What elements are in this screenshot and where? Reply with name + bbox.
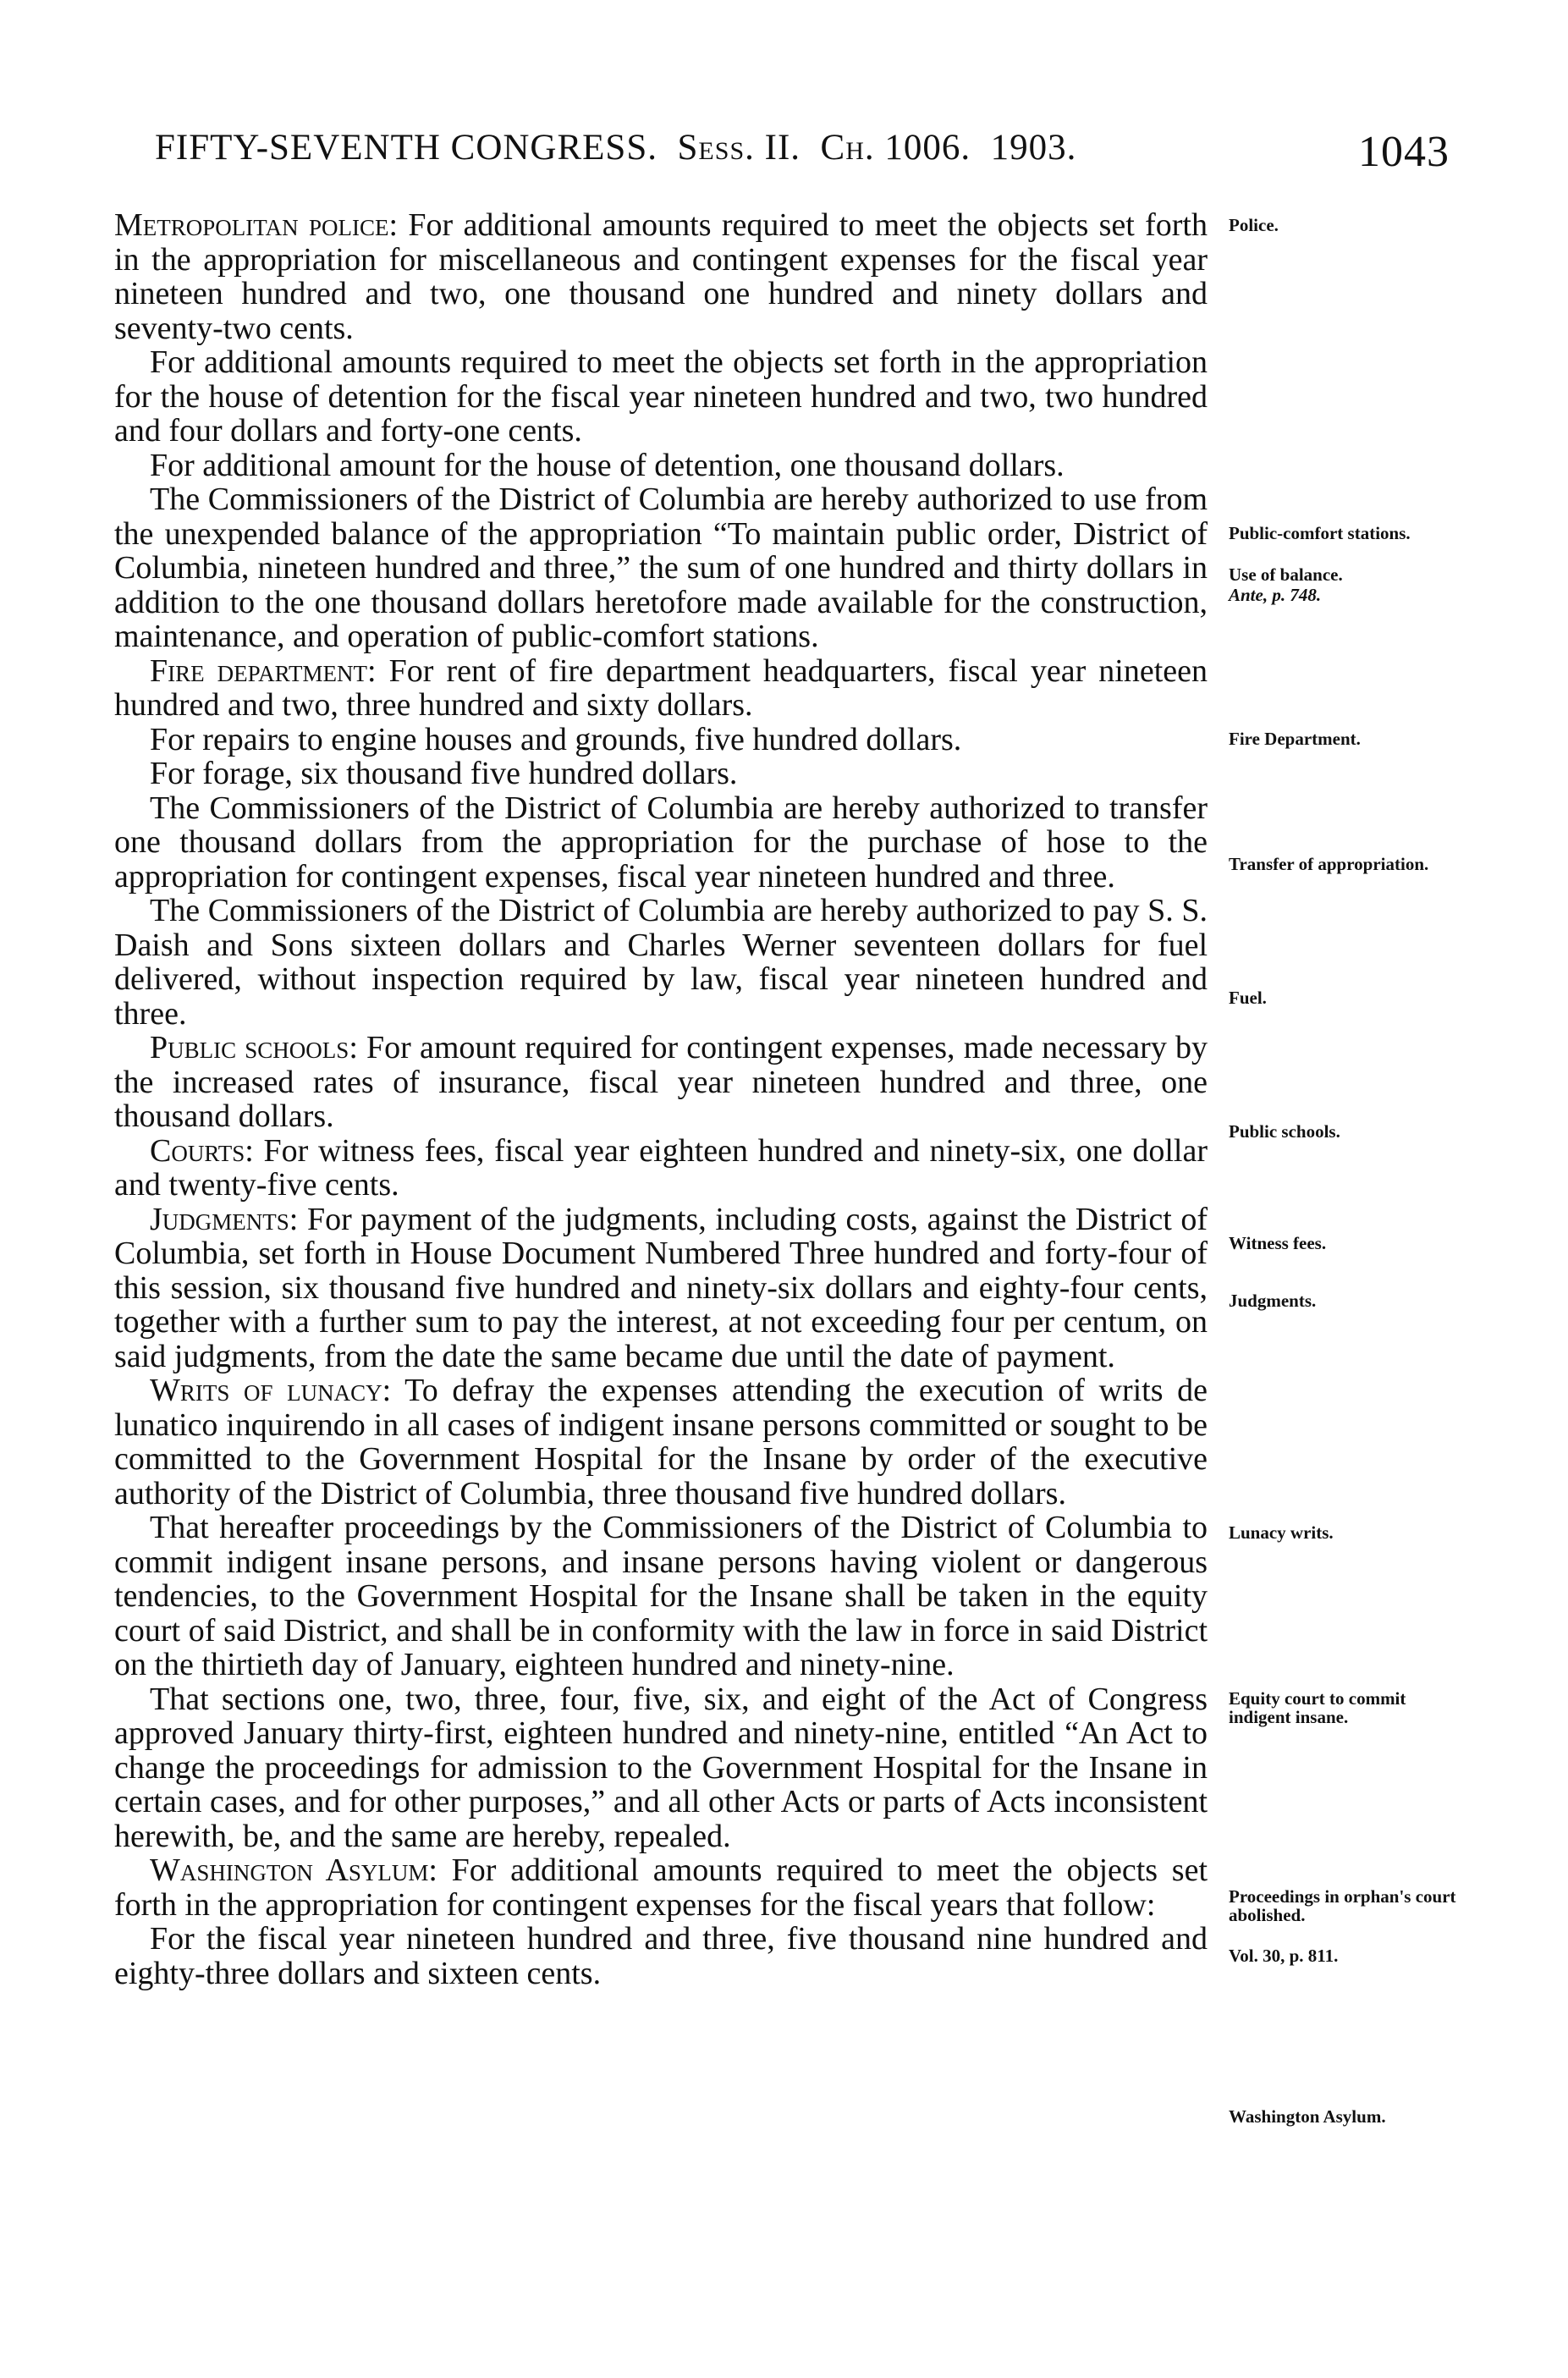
paragraph xyxy=(114,1922,1208,1990)
section-heading: Writs of lunacy: xyxy=(150,1373,392,1408)
paragraph xyxy=(114,654,1208,723)
section-heading: Judgments: xyxy=(150,1201,299,1237)
paragraph-text: That sections one, two, three, four, five, six, and eight of the Act of Congress approved January thirty-first, eighteen hundred and ninety-nine, entitled “An Act to change the proceedings for admission to the Government Hospital for the Insane in certain cases, and for other purposes,” and all other Acts or parts of Acts inconsistent herewith, be, and the same are hereby, repealed. xyxy=(114,1681,1208,1854)
margin-note-public-comfort: Public-comfort stations. xyxy=(1229,523,1411,543)
margin-note-witness-fees: Witness fees. xyxy=(1229,1233,1327,1253)
margin-note-fuel: Fuel. xyxy=(1229,988,1267,1008)
margin-note-judgments: Judgments. xyxy=(1229,1291,1317,1311)
paragraph xyxy=(114,1031,1208,1134)
running-head xyxy=(155,127,1076,168)
paragraph xyxy=(114,208,1208,345)
paragraph-text: For the fiscal year nineteen hundred and three, five thousand nine hundred and eighty-three dollars and sixteen cents. xyxy=(114,1921,1208,1991)
paragraph-text: For repairs to engine houses and grounds, five hundred dollars. xyxy=(150,721,962,757)
margin-note-washington-asylum: Washington Asylum. xyxy=(1229,2106,1386,2127)
paragraph xyxy=(114,482,1208,654)
paragraph-text: To defray the expenses attending the execution of writs de lunatico inquirendo in all cases of indigent insane persons committed or sought to be committed to the Government Hospital for the Insane by order of the executive authority of the District of Columbia, three thousand five hundred dollars. xyxy=(114,1373,1208,1511)
paragraph xyxy=(114,1853,1208,1922)
section-heading: Fire department: xyxy=(150,652,377,689)
body-text xyxy=(114,208,1208,1990)
margin-note-orphans-court: Proceedings in orphan's court abolished. xyxy=(1229,1886,1456,1925)
paragraph-text: For payment of the judgments, including costs, against the District of Columbia, set forth in House Document Numbered Three hundred and forty-four of this session, six thousand five hundred and ninety-six dollars and eighty-four cents, together with a further sum to pay the interest, at not exceeding four per centum, on said judgments, from the date the same became due until the date of payment. xyxy=(114,1201,1208,1374)
paragraph xyxy=(114,723,1208,757)
paragraph xyxy=(114,449,1208,483)
year-label: 1903. xyxy=(990,128,1077,168)
page-number: 1043 xyxy=(1358,128,1450,176)
paragraph-text: For forage, six thousand five hundred dollars. xyxy=(150,756,738,791)
paragraph-text: The Commissioners of the District of Columbia are hereby authorized to transfer one thousand dollars from the appropriation for the purchase of hose to the appropriation for contingent expenses, fiscal year nineteen hundred and three. xyxy=(114,790,1208,895)
paragraph-text: The Commissioners of the District of Columbia are hereby authorized to use from the unexpended balance of the appropriation “To maintain public order, District of Columbia, nineteen hundred and three,” the sum of one hundred and thirty dollars in addition to the one thousand dollars heretofore made available for the construction, maintenance, and operation of public-comfort stations. xyxy=(114,482,1208,654)
margin-note-lunacy-writs: Lunacy writs. xyxy=(1229,1522,1334,1543)
margin-note-public-schools: Public schools. xyxy=(1229,1121,1340,1142)
session-label: Sess. II. xyxy=(677,128,801,168)
paragraph-text: For additional amounts required to meet the objects set forth in the appropriation for the house of detention for the fiscal year nineteen hundred and two, two hundred and four dollars and forty-one cents. xyxy=(114,344,1208,449)
margin-note-vol-30: Vol. 30, p. 811. xyxy=(1229,1946,1339,1966)
paragraph-text: That hereafter proceedings by the Commissioners of the District of Columbia to commit indigent insane persons, and insane persons having violent or dangerous tendencies, to the Government Hospital for the Insane shall be taken in the equity court of said District, and shall be in conformity with the law in force in said District on the thirtieth day of January, eighteen hundred and ninety-nine. xyxy=(114,1510,1208,1682)
margin-note-transfer: Transfer of appropriation. xyxy=(1229,854,1429,874)
margin-note-ante: Ante, p. 748. xyxy=(1229,585,1322,605)
paragraph xyxy=(114,1203,1208,1374)
paragraph-text: The Commissioners of the District of Columbia are hereby authorized to pay S. S. Daish and Sons sixteen dollars and Charles Werner seventeen dollars for fuel delivered, without inspection required by law, fiscal year nineteen hundred and three. xyxy=(114,893,1208,1032)
margin-note-police: Police. xyxy=(1229,215,1279,235)
section-heading: Washington Asylum: xyxy=(150,1852,437,1888)
paragraph xyxy=(114,791,1208,895)
paragraph xyxy=(114,1134,1208,1203)
paragraph-text: For additional amount for the house of detention, one thousand dollars. xyxy=(150,447,1065,483)
section-heading: Courts: xyxy=(150,1132,254,1169)
margin-note-equity-court: Equity court to commit indigent insane. xyxy=(1229,1688,1406,1727)
chapter-label: Ch. 1006. xyxy=(820,128,971,168)
paragraph-text: For additional amounts required to meet the objects set forth in the appropriation for contingent expenses for the fiscal years that follow: xyxy=(114,1852,1208,1923)
paragraph xyxy=(114,757,1208,791)
margin-note-use-of-balance: Use of balance. xyxy=(1229,564,1343,585)
paragraph xyxy=(114,894,1208,1031)
section-heading: Metropolitan police: xyxy=(114,207,398,243)
paragraph-text: For additional amounts required to meet the objects set forth in the appropriation for miscellaneous and contingent expenses for the fiscal year nineteen hundred and two, one thousand one hundred and ninety dollars and seventy-two cents. xyxy=(114,207,1208,346)
paragraph-text: For witness fees, fiscal year eighteen hundred and ninety-six, one dollar and twenty-five cents. xyxy=(114,1132,1208,1203)
paragraph-text: For rent of fire department headquarters, fiscal year nineteen hundred and two, three hundred and sixty dollars. xyxy=(114,652,1208,723)
paragraph xyxy=(114,1511,1208,1682)
paragraph xyxy=(114,1682,1208,1854)
congress-title: FIFTY-SEVENTH CONGRESS. xyxy=(155,128,658,168)
paragraph-text: For amount required for contingent expenses, made necessary by the increased rates of insurance, fiscal year nineteen hundred and three, one thousand dollars. xyxy=(114,1030,1208,1134)
paragraph xyxy=(114,345,1208,449)
paragraph xyxy=(114,1373,1208,1511)
page-header xyxy=(155,127,1450,178)
margin-note-fire-department: Fire Department. xyxy=(1229,729,1361,749)
section-heading: Public schools: xyxy=(150,1030,358,1065)
